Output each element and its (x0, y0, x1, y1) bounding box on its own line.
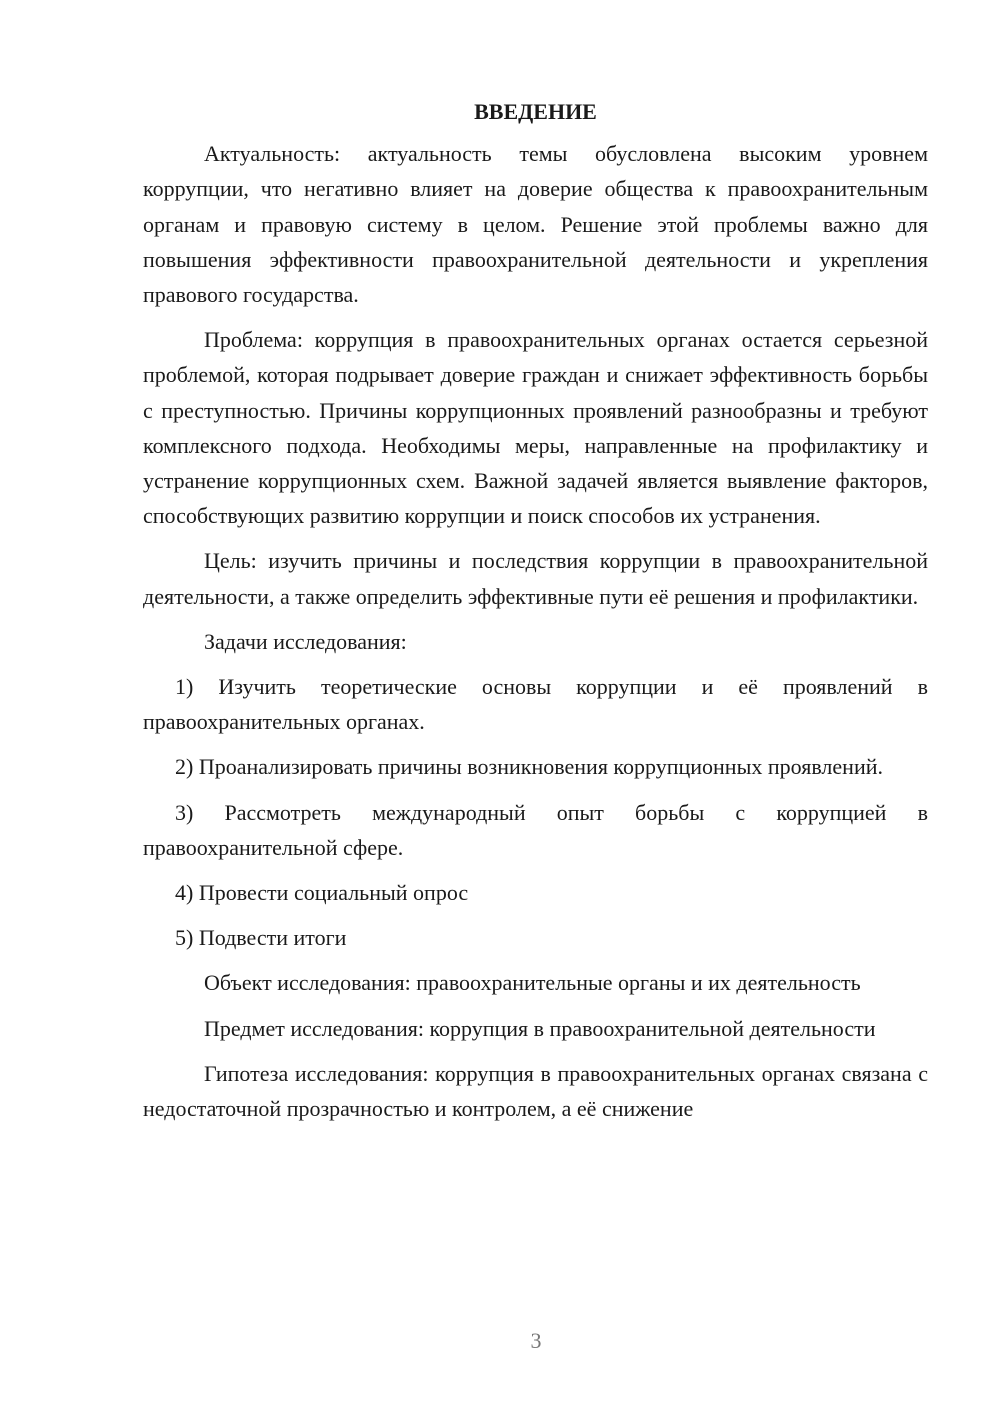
paragraph-goal: Цель: изучить причины и последствия коррупции в правоохранительной деятельности, а также определить эффективные пути её решения и профилактики. (143, 548, 928, 609)
paragraph-subject: Предмет исследования: коррупция в правоохранительной деятельности (204, 1015, 876, 1041)
paragraph-problem: Проблема: коррупция в правоохранительных органах остается серьезной проблемой, которая подрывает доверие граждан и снижает эффективность борьбы с преступностью. Причины коррупционных проявлений разнообразны и требуют комплексного подхода. Необходимы меры, направленные на профилактику и устранение коррупционных схем. Важной задачей является выявление факторов, способствующих развитию коррупции и поиск способов их устранения. (143, 327, 928, 529)
page-number: 3 (530, 1328, 542, 1353)
section-title: ВВЕДЕНИЕ (474, 99, 597, 124)
page-content (143, 94, 928, 1136)
task-item-2: 2) Проанализировать причины возникновения коррупционных проявлений. (175, 754, 883, 780)
task-item-5: 5) Подвести итоги (175, 925, 347, 951)
task-item-1: 1) Изучить теоретические основы коррупции и её проявлений в правоохранительных органах. (143, 674, 928, 735)
paragraph-object: Объект исследования: правоохранительные органы и их деятельность (204, 970, 861, 996)
task-item-4: 4) Провести социальный опрос (175, 880, 469, 906)
task-item-3: 3) Рассмотреть международный опыт борьбы с коррупцией в правоохранительной сфере. (143, 799, 928, 860)
paragraph-relevance: Актуальность: актуальность темы обусловлена высоким уровнем коррупции, что негативно влияет на доверие общества к правоохранительным органам и правовую систему в целом. Решение этой проблемы важно для повышения эффективности правоохранительной деятельности и укрепления правового государства. (143, 141, 928, 308)
paragraph-tasks-heading: Задачи исследования: (204, 628, 407, 654)
paragraph-hypothesis: Гипотеза исследования: коррупция в правоохранительных органах связана с недостаточной прозрачностью и контролем, а её снижение (143, 1060, 928, 1122)
